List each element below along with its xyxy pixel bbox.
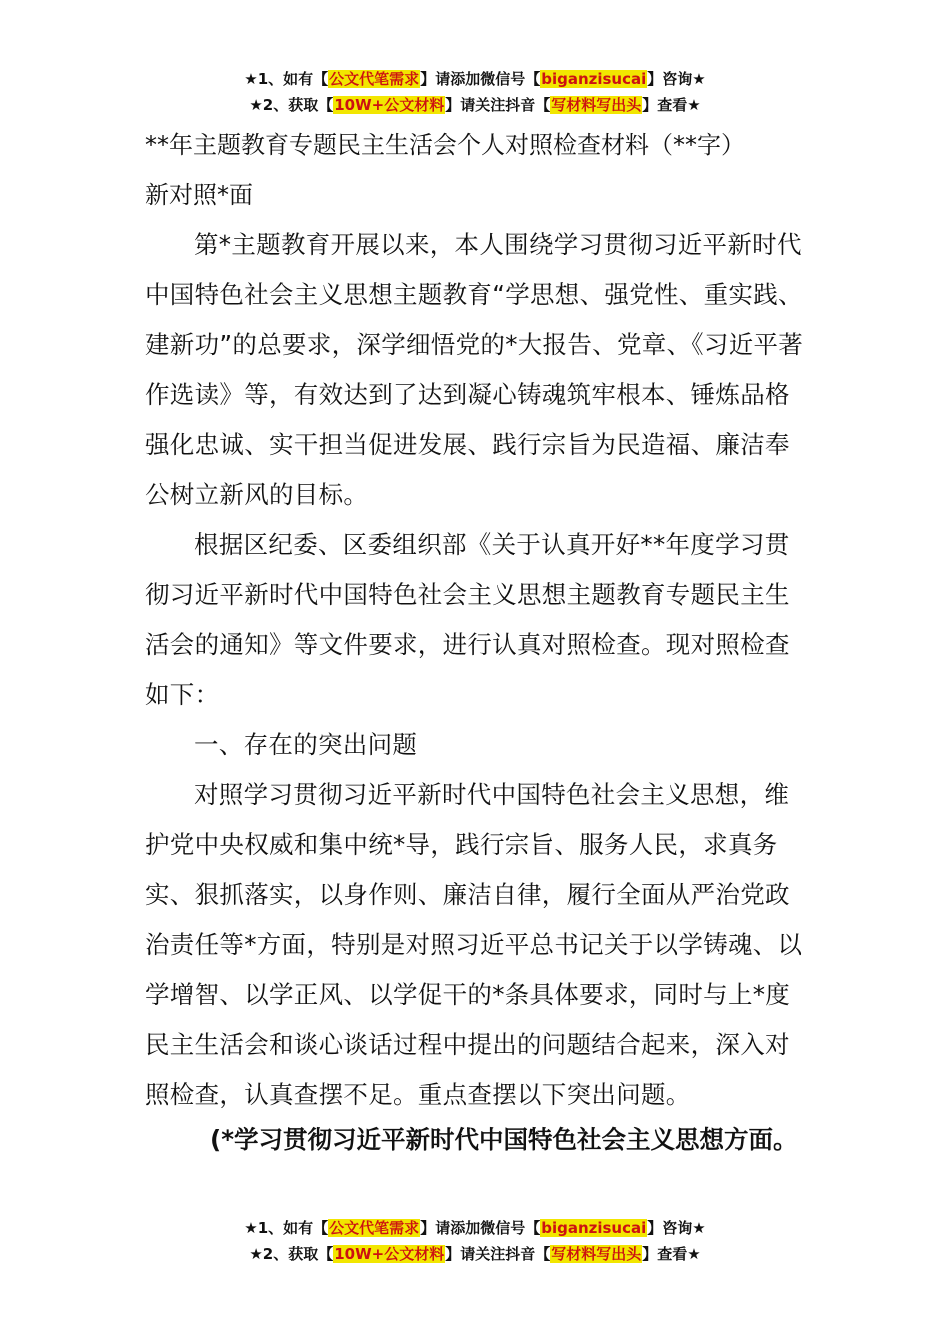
paragraph-intro: 第*主题教育开展以来，本人围绕学习贯彻习近平新时代中国特色社会主义思想主题教育“学思想、强党性、重实践、建新功”的总要求，深学细悟党的*大报告、党章、《习近平著作选读》等，有效达到了达到凝心铸魂筑牢根本、锤炼品格强化忠诚、实干担当促进发展、践行宗旨为民造福、廉洁奉公树立新风的目标。 [145, 230, 804, 509]
banner-text: 】请添加微信号【 [420, 70, 541, 88]
banner-text: 】咨询★ [647, 1219, 706, 1237]
section-heading: 一、存在的突出问题 [194, 730, 418, 759]
banner-text: 】查看★ [642, 1245, 701, 1263]
highlight-materials: 10W+公文材料 [334, 96, 445, 114]
document-title: **年主题教育专题民主生活会个人对照检查材料（**字） [145, 131, 745, 159]
highlight-materials: 10W+公文材料 [334, 1245, 445, 1263]
bold-subheading: (*学习贯彻习近平新时代中国特色社会主义思想方面。 [210, 1125, 798, 1154]
highlight-ghostwriting: 公文代笔需求 [329, 1219, 420, 1237]
banner-text: ★2、获取【 [249, 96, 334, 114]
banner-text: 】请关注抖音【 [445, 96, 551, 114]
banner-text: 】咨询★ [647, 70, 706, 88]
document-body [145, 220, 810, 1120]
paragraph-issues: 对照学习贯彻习近平新时代中国特色社会主义思想，维护党中央权威和集中统*导，践行宗旨、服务人民，求真务实、狠抓落实，以身作则、廉洁自律，履行全面从严治党政治责任等*方面，特别是对照习近平总书记关于以学铸魂、以学增智、以学正风、以学促干的*条具体要求，同时与上*度民主生活会和谈心谈话过程中提出的问题结合起来，深入对照检查，认真查摆不足。重点查摆以下突出问题。 [145, 780, 803, 1109]
banner-line-2 [0, 1241, 950, 1267]
banner-text: 】查看★ [642, 96, 701, 114]
banner-line-1 [0, 1215, 950, 1241]
document-subtitle: 新对照*面 [145, 181, 253, 209]
banner-line-1 [0, 66, 950, 92]
paragraph-basis: 根据区纪委、区委组织部《关于认真开好**年度学习贯彻习近平新时代中国特色社会主义思想主题教育专题民主生活会的通知》等文件要求，进行认真对照检查。现对照检查如下： [145, 530, 790, 709]
top-banner [0, 66, 950, 118]
highlight-ghostwriting: 公文代笔需求 [329, 70, 420, 88]
banner-text: ★1、如有【 [244, 70, 329, 88]
banner-line-2 [0, 92, 950, 118]
bottom-banner [0, 1215, 950, 1267]
highlight-wechat-id: biganzisucai [541, 1219, 647, 1237]
highlight-wechat-id: biganzisucai [541, 70, 647, 88]
banner-text: 】请添加微信号【 [420, 1219, 541, 1237]
banner-text: 】请关注抖音【 [445, 1245, 551, 1263]
highlight-douyin: 写材料写出头 [551, 96, 642, 114]
banner-text: ★2、获取【 [249, 1245, 334, 1263]
banner-text: ★1、如有【 [244, 1219, 329, 1237]
highlight-douyin: 写材料写出头 [551, 1245, 642, 1263]
